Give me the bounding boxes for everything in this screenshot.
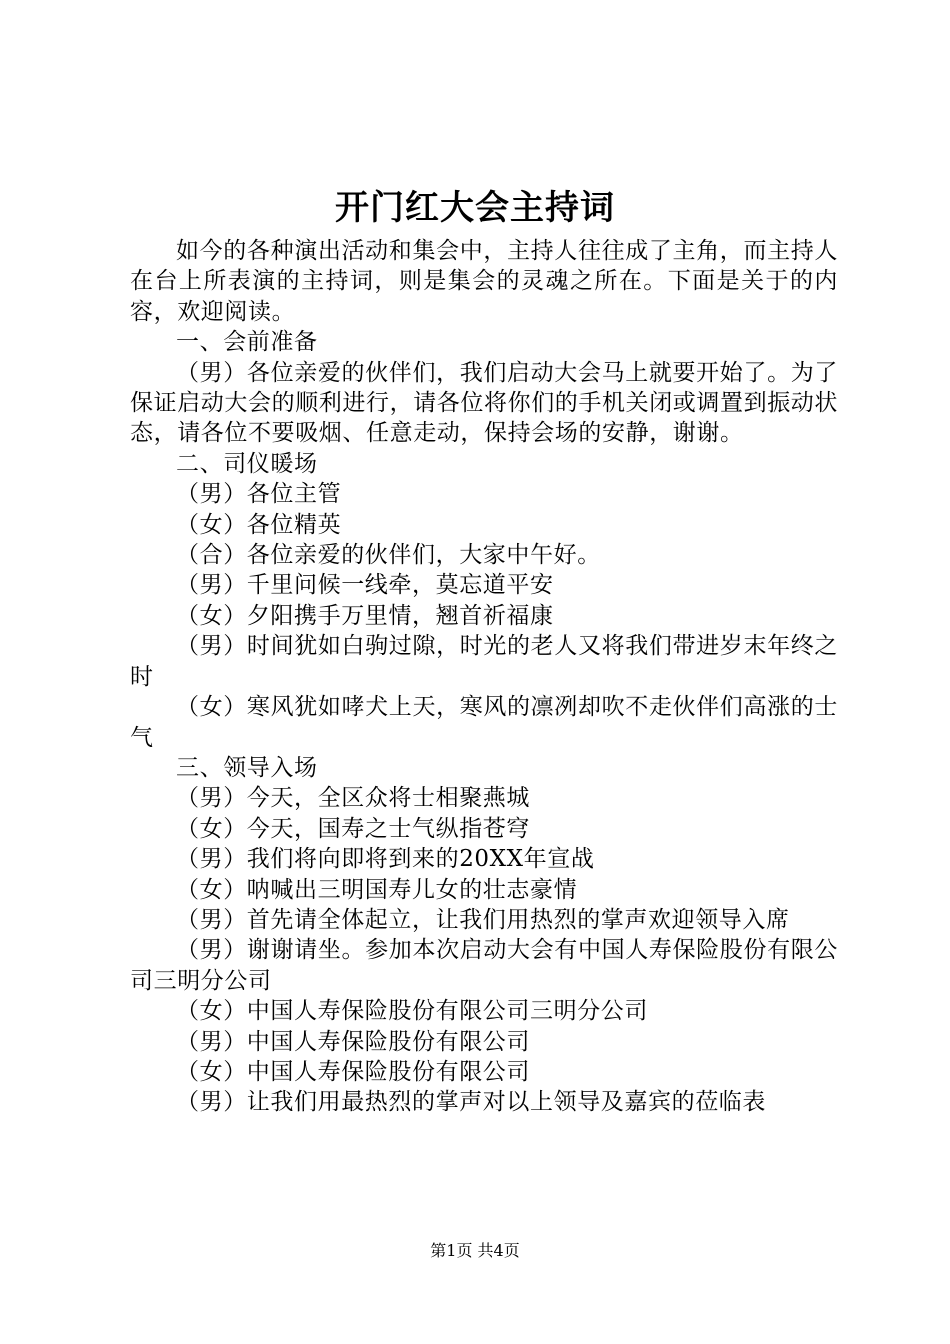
paragraph: （女）今天，国寿之士气纵指苍穹: [176, 815, 530, 842]
paragraph: （男）谢谢请坐。参加本次启动大会有中国人寿保险股份有限公司三明分公司: [130, 937, 838, 994]
paragraph: （男）中国人寿保险股份有限公司: [176, 1028, 530, 1055]
paragraph: 如今的各种演出活动和集会中，主持人往往成了主角，而主持人在台上所表演的主持词，则是集会的灵魂之所在。下面是关于的内容，欢迎阅读。: [130, 238, 838, 325]
paragraph: （女）呐喊出三明国寿儿女的壮志豪情: [176, 876, 578, 903]
page-number-footer: 第1页 共4页: [430, 1241, 520, 1260]
document-title: 开门红大会主持词: [335, 188, 615, 228]
paragraph: （男）各位亲爱的伙伴们，我们启动大会马上就要开始了。为了保证启动大会的顺利进行，请各位将你们的手机关闭或调置到振动状态，请各位不要吸烟、任意走动，保持会场的安静，谢谢。: [130, 359, 838, 447]
paragraph: （女）夕阳携手万里情，翘首祈福康: [176, 602, 554, 629]
paragraph: （女）各位精英: [176, 511, 342, 538]
paragraph: （男）时间犹如白驹过隙，时光的老人又将我们带进岁末年终之时: [130, 633, 838, 690]
paragraph: （男）各位主管: [176, 481, 342, 508]
paragraph: （男）千里问候一线牵，莫忘道平安: [176, 572, 554, 599]
paragraph: （合）各位亲爱的伙伴们，大家中午好。: [176, 542, 601, 569]
paragraph: （男）首先请全体起立，让我们用热烈的掌声欢迎领导入席: [176, 906, 790, 933]
document-body: [130, 236, 838, 1118]
paragraph: （女）中国人寿保险股份有限公司: [176, 1058, 530, 1085]
paragraph: （男）我们将向即将到来的20XX年宣战: [176, 846, 595, 873]
paragraph: （男）今天，全区众将士相聚燕城: [176, 785, 530, 812]
section-heading: 二、司仪暖场: [176, 450, 318, 477]
section-heading: 一、会前准备: [176, 329, 318, 356]
paragraph: （女）中国人寿保险股份有限公司三明分公司: [176, 998, 648, 1025]
paragraph: （女）寒风犹如哮犬上天，寒风的凛冽却吹不走伙伴们高涨的士气: [130, 694, 838, 751]
paragraph: （男）让我们用最热烈的掌声对以上领导及嘉宾的莅临表: [176, 1089, 766, 1116]
section-heading: 三、领导入场: [176, 754, 318, 781]
